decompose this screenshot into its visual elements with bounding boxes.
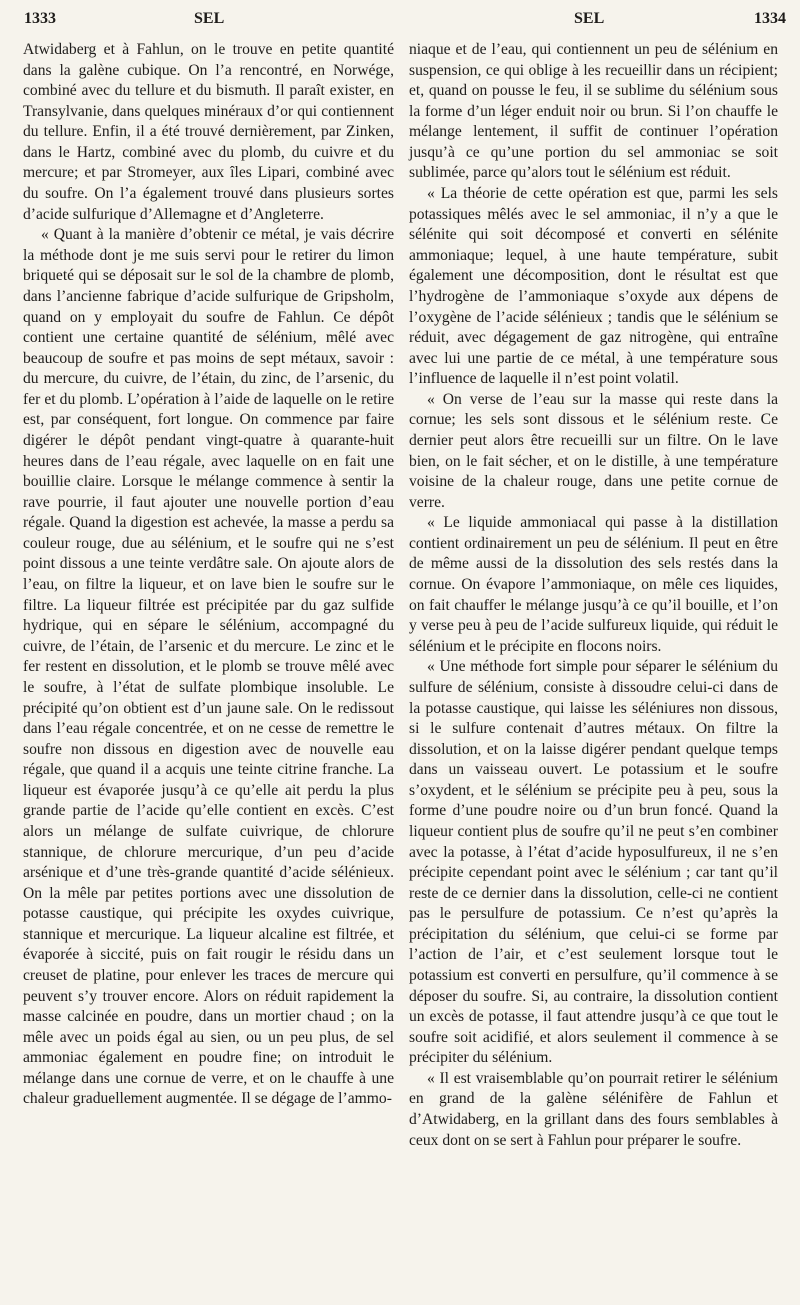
right-text-column [409, 40, 778, 1151]
left-text-column [23, 40, 394, 1110]
paragraph: niaque et de l’eau, qui contiennent un peu de sélénium en suspension, ce qui oblige à les recueillir dans un récipient; et, quand on pousse le feu, il se sublime du sélénium sous la forme d’un léger enduit noir ou brun. Si l’on chauffe le mélange lentement, il suffit de continuer l’opération jusqu’à ce qu’une portion du sel ammoniac se soit sublimée, parce qu’alors tout le sélénium est réduit. [409, 41, 778, 182]
paragraph: « Le liquide ammoniacal qui passe à la distillation contient ordinairement un peu de sélénium. Il peut en être de même aussi de la dissolution des sels restés dans la cornue. On évapore l’ammoniaque, on mêle ces liquides, on fait chauffer le mélange jusqu’à ce qu’il bouille, et l’on y verse peu à peu de l’acide sulfureux liquide, qui réduit le sélénium et le précipite en flocons noirs. [409, 514, 778, 655]
left-running-head: SEL [194, 10, 225, 27]
paragraph: « La théorie de cette opération est que, parmi les sels potassiques mêlés avec le sel ammoniac, il n’y a que le sélénite qui soit décomposé et converti en sélénite ammoniaque; lequel, à une haute température, subit également une décomposition, dont le résultat est que l’hydrogène de l’ammoniaque s’oxyde aux dépens de l’oxygène de l’acide sélénieux ; tandis que le sélénium se réduit, avec dégagement de gaz nitrogène, qui entraîne avec lui une partie de ce métal, à une température sous l’influence de laquelle il n’est point volatil. [409, 185, 778, 388]
paragraph: Atwidaberg et à Fahlun, on le trouve en petite quantité dans la galène cubique. On l’a rencontré, en Norwége, combiné avec du tellure et du bismuth. Il paraît exister, en Transylvanie, dans quelques minéraux d’or qui contiennent du tellure. Enfin, il a été trouvé dernièrement, par Zinken, dans le Hartz, combiné avec du plomb, du cuivre et du mercure; et par Stromeyer, aux îles Lipari, combiné avec du soufre. On l’a également trouvé dans plusieurs sortes d’acide sulfurique d’Allemagne et d’Angleterre. [23, 41, 394, 223]
right-page-number: 1334 [754, 10, 786, 27]
paragraph: « Une méthode fort simple pour séparer le sélénium du sulfure de sélénium, consiste à dissoudre celui-ci dans de la potasse caustique, qui laisse les séléniures non dissous, si le sulfure contenait d’autres métaux. On filtre la dissolution, et on la laisse digérer pendant quelque temps dans un vaisseau ouvert. Le potassium et le soufre s’oxydent, et le sélénium se précipite peu à peu, sous la forme d’une poudre noire ou d’un brun foncé. Quand la liqueur contient plus de soufre qu’il ne peut s’en combiner avec la potasse, à l’état d’acide hyposulfureux, il ne s’en précipite cependant point avec le sélénium ; car tant qu’il reste de ce dernier dans la dissolution, celle-ci ne contient pas le persulfure de potassium. Ce n’est qu’après la précipitation du sélénium, que celui-ci se forme par l’action de l’air, et c’est seulement lorsque tout le potassium est converti en persulfure, qu’il commence à se déposer du soufre. Si, au contraire, la dissolution contient un excès de potasse, il faut attendre jusqu’à ce que tout le soufre soit acidifié, et alors seulement il commence à se précipiter du sélénium. [409, 658, 778, 1067]
paragraph: « On verse de l’eau sur la masse qui reste dans la cornue; les sels sont dissous et le sélénium reste. Ce dernier peut alors être recueilli sur un filtre. On le lave bien, on le fait sécher, et on le distille, à une température voisine de la chaleur rouge, dans une petite cornue de verre. [409, 390, 778, 511]
left-page-number: 1333 [24, 10, 56, 27]
right-running-head: SEL [574, 10, 605, 27]
paragraph: « Quant à la manière d’obtenir ce métal, je vais décrire la méthode dont je me suis servi pour le retirer du limon briqueté qui se déposait sur le sol de la chambre de plomb, dans l’ancienne fabrique d’acide sulfurique de Gripsholm, quand on y employait du soufre de Fahlun. Ce dépôt contient une certaine quantité de sélénium, mêlé avec beaucoup de soufre et pas moins de sept métaux, savoir : du mercure, du cuivre, de l’étain, du zinc, de l’arsenic, du fer et du plomb. L’opération à l’aide de laquelle on le retire est, par conséquent, fort longue. On commence par faire digérer le dépôt pendant vingt-quatre à quarante-huit heures dans de l’eau régale, avec laquelle on en fait une bouillie claire. Lorsque le mélange commence à sentir la rave pourrie, il faut ajouter une nouvelle portion d’eau régale. Quand la digestion est achevée, la masse a perdu sa couleur rouge, due au sélénium, et le soufre qui ne s’est point dissous a une teinte verdâtre sale. On ajoute alors de l’eau, on filtre la liqueur, et on lave bien le soufre sur le filtre. La liqueur filtrée est précipitée par du gaz sulfide hydrique, qui en sépare le sélénium, accompagné du cuivre, de l’étain, de l’arsenic et du mercure. Le zinc et le fer restent en dissolution, et le plomb se trouve mêlé avec le soufre, à l’état de sulfate plombique insoluble. Le précipité qu’on obtient est d’un jaune sale. On le redissout dans l’eau régale concentrée, et on ne cesse de remettre le soufre non dissous en digestion avec de nouvelle eau régale, que quand il a acquis une teinte citrine franche. La liqueur est évaporée jusqu’à ce qu’elle ait perdu la plus grande partie de l’acide qu’elle contient en excès. C’est alors un mélange de sulfate cuivrique, de chlorure stannique, de chlorure mercurique, d’un peu d’acide arsénique et d’une très-grande quantité d’acide sélénieux. On la mêle par petites portions avec une dissolution de potasse caustique, qui précipite les oxydes cuivrique, stannique et mercurique. La liqueur alcaline est filtrée, et évaporée à siccité, puis on fait rougir le résidu dans un creuset de platine, pour enlever les traces de mercure qui peuvent s’y trouver encore. Alors on réduit rapidement la masse calcinée en poudre, dans un mortier chaud ; on la mêle avec un poids égal au sien, ou un peu plus, de sel ammoniac également en poudre fine; on introduit le mélange dans une cornue de verre, et on le chauffe à une chaleur graduellement augmentée. Il se dégage de l’ammo- [23, 226, 394, 1108]
page-header [0, 6, 800, 32]
paragraph: « Il est vraisemblable qu’on pourrait retirer le sélénium en grand de la galène sélénifère de Fahlun et d’Atwidaberg, en la grillant dans des fours semblables à ceux dont on se sert à Fahlun pour préparer le soufre. [409, 1069, 778, 1149]
